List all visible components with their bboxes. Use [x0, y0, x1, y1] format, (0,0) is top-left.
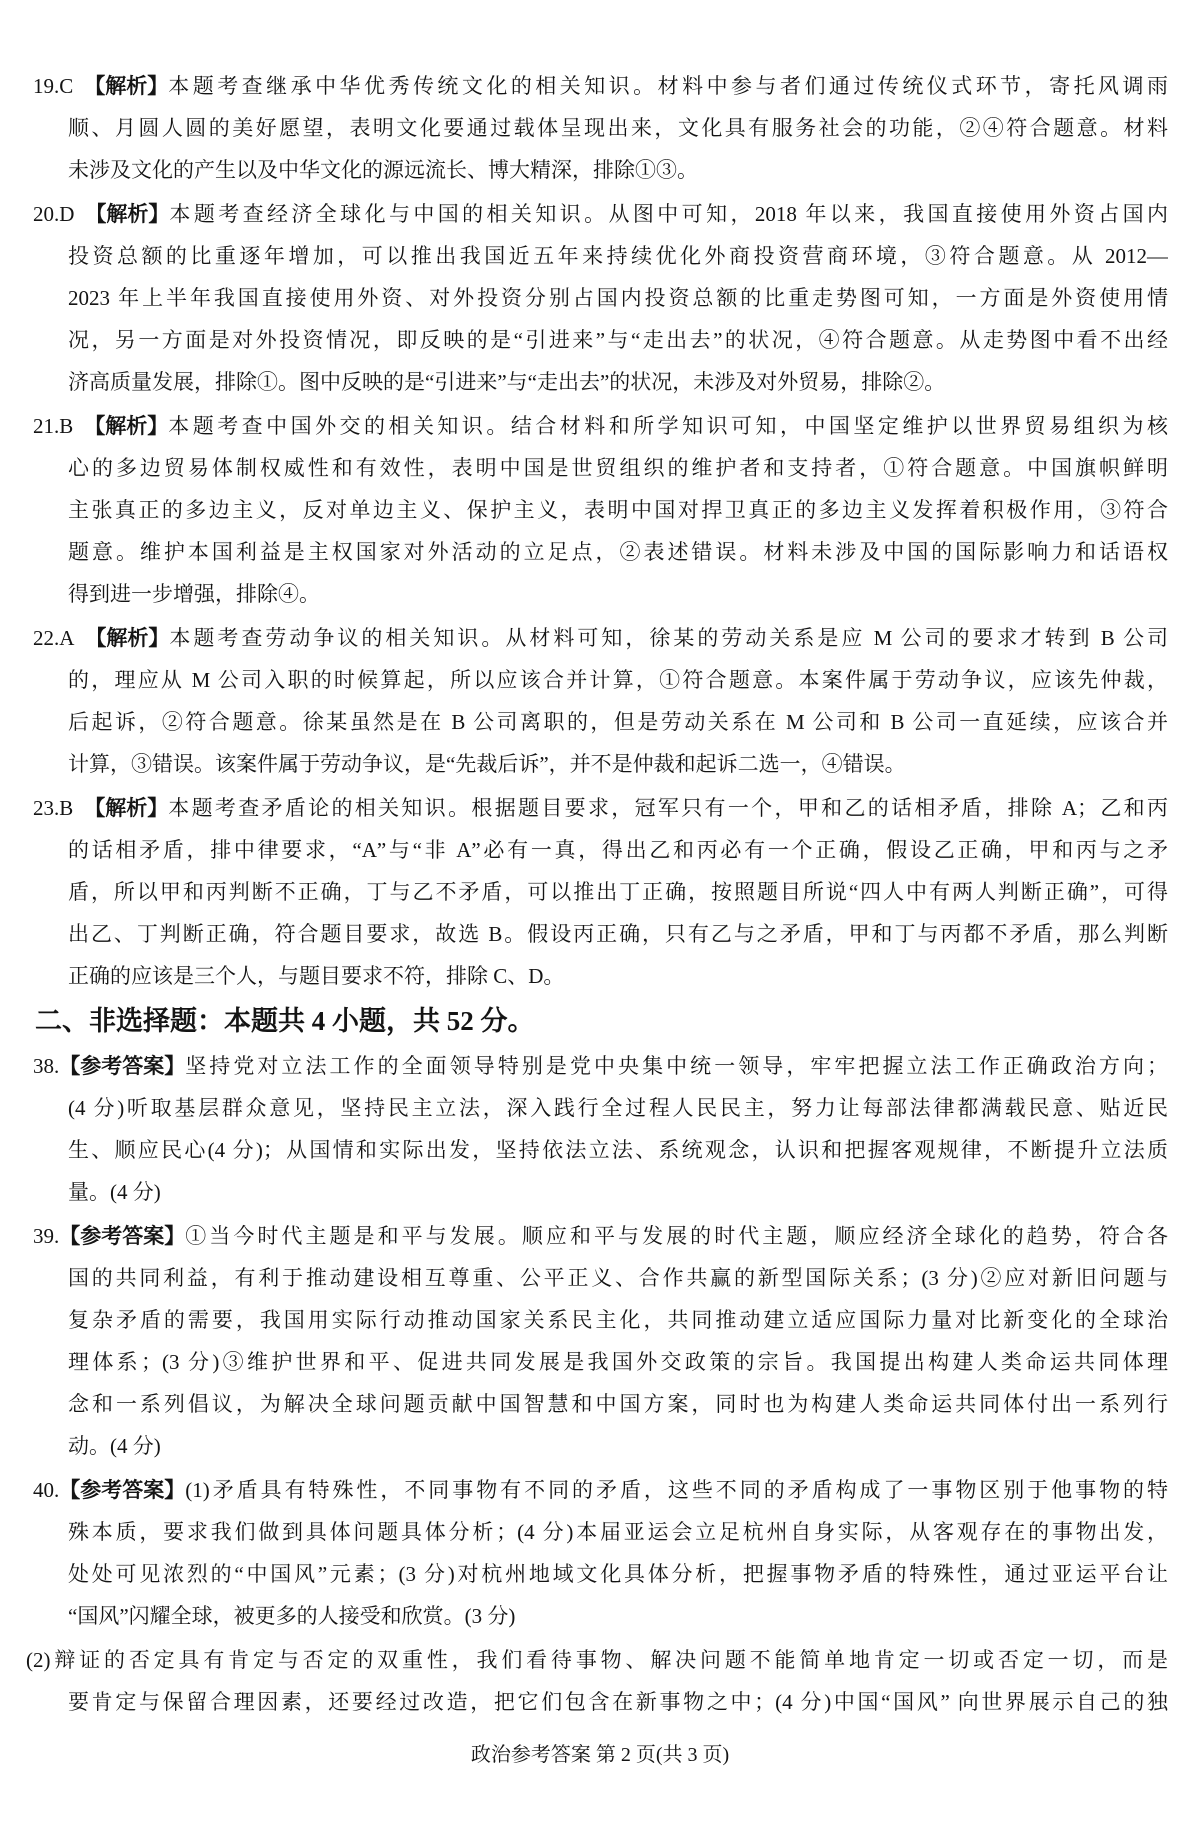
question-number: 38. — [33, 1054, 60, 1078]
answer-line — [33, 787, 1168, 829]
answer-text-line: 复杂矛盾的需要，我国用实际行动推动国家关系民主化，共同推动建立适应国际力量对比新变化的全球治 — [68, 1308, 1168, 1332]
explanation-line: 计算，③错误。该案件属于劳动争议，是“先裁后诉”，并不是仲裁和起诉二选一，④错误。 — [68, 752, 906, 776]
question-number: 21. — [33, 414, 60, 438]
explanation-line: 后起诉，②符合题意。徐某虽然是在 B 公司离职的，但是劳动关系在 M 公司和 B 公司一直延续，应该合并 — [68, 710, 1168, 734]
question-number: 40. — [33, 1478, 60, 1502]
explanation-line: 正确的应该是三个人，与题目要求不符，排除 C、D。 — [68, 964, 565, 988]
reference-answer-tag: 【参考答案】 — [59, 1224, 186, 1248]
question-number: 22. — [33, 626, 60, 650]
answer-text: ①当今时代主题是和平与发展。顺应和平与发展的时代主题，顺应经济全球化的趋势，符合各 — [185, 1224, 1168, 1248]
answer-text-line: 殊本质，要求我们做到具体问题具体分析；(4 分)本届亚运会立足杭州自身实际，从客观存在的事物出发， — [68, 1520, 1168, 1544]
explanation-line: 顺、月圆人圆的美好愿望，表明文化要通过载体呈现出来，文化具有服务社会的功能，②④符合题意。材料 — [68, 116, 1168, 140]
choice-answer-22 — [0, 617, 1200, 785]
explanation-line: 济高质量发展，排除①。图中反映的是“引进来”与“走出去”的状况，未涉及对外贸易，排除②。 — [68, 370, 946, 394]
explanation-tag: 【解析】 — [84, 74, 169, 98]
explanation-line: 投资总额的比重逐年增加，可以推出我国近五年来持续优化外商投资营商环境，③符合题意。从 2012— — [68, 244, 1168, 268]
explanation-line: 未涉及文化的产生以及中华文化的源远流长、博大精深，排除①③。 — [68, 158, 698, 182]
explanation-line: 的，理应从 M 公司入职的时候算起，所以应该合并计算，①符合题意。本案件属于劳动争议，应该先仲裁， — [68, 668, 1168, 692]
answer-key-page — [0, 65, 1200, 1723]
explanation-line: 2023 年上半年我国直接使用外资、对外投资分别占国内投资总额的比重走势图可知，一方面是外资使用情 — [68, 286, 1168, 310]
explanation-line: 题意。维护本国利益是主权国家对外活动的立足点，②表述错误。材料未涉及中国的国际影响力和话语权 — [68, 540, 1168, 564]
reference-answer-tag: 【参考答案】 — [59, 1478, 186, 1502]
answer-text-line: 要肯定与保留合理因素，还要经过改造，把它们包含在新事物之中；(4 分)中国“国风” 向世界展示自己的独 — [68, 1690, 1168, 1714]
answer-text-line: 念和一系列倡议，为解决全球问题贡献中国智慧和中国方案，同时也为构建人类命运共同体付出一系列行 — [68, 1392, 1168, 1416]
explanation-text: 本题考查劳动争议的相关知识。从材料可知，徐某的劳动关系是应 M 公司的要求才转到 B 公司 — [169, 626, 1168, 650]
answer-text-line: 动。(4 分) — [68, 1434, 161, 1458]
answer-text-line: 国的共同利益，有利于推动建设相互尊重、公平正义、合作共赢的新型国际关系；(3 分)②应对新旧问题与 — [68, 1266, 1168, 1290]
explanation-line: 况，另一方面是对外投资情况，即反映的是“引进来”与“走出去”的状况，④符合题意。从走势图中看不出经 — [68, 328, 1168, 352]
explanation-text: 本题考查中国外交的相关知识。结合材料和所学知识可知，中国坚定维护以世界贸易组织为核 — [168, 414, 1168, 438]
explanation-text: 本题考查矛盾论的相关知识。根据题目要求，冠军只有一个，甲和乙的话相矛盾，排除 A；乙和丙 — [168, 796, 1168, 820]
choice-answer-23 — [0, 787, 1200, 997]
answer-letter: A — [59, 626, 75, 650]
explanation-tag: 【解析】 — [84, 414, 169, 438]
explanation-text: 本题考查继承中华优秀传统文化的相关知识。材料中参与者们通过传统仪式环节，寄托风调雨 — [168, 74, 1168, 98]
explanation-tag: 【解析】 — [85, 626, 170, 650]
answer-letter: B — [59, 796, 74, 820]
answer-text-line: 处处可见浓烈的“中国风”元素；(3 分)对杭州地域文化具体分析，把握事物矛盾的特殊性，通过亚运平台让 — [68, 1562, 1168, 1586]
question-number: 20. — [33, 202, 60, 226]
answer-line — [33, 405, 1168, 447]
answer-letter: B — [59, 414, 74, 438]
question-number: 39. — [33, 1224, 60, 1248]
answer-line — [33, 1469, 1168, 1511]
answer-line — [33, 1045, 1168, 1087]
answer-text-line: “国风”闪耀全球，被更多的人接受和欣赏。(3 分) — [68, 1604, 516, 1628]
answer-line — [33, 65, 1168, 107]
answer-text-line: 量。(4 分) — [68, 1180, 161, 1204]
answer-text-line: (4 分)听取基层群众意见，坚持民主立法，深入践行全过程人民民主，努力让每部法律都满载民意、贴近民 — [68, 1096, 1168, 1120]
essay-answer-40-part-2 — [0, 1639, 1200, 1723]
answer-text-line: 理体系；(3 分)③维护世界和平、促进共同发展是我国外交政策的宗旨。我国提出构建人类命运共同体理 — [68, 1350, 1168, 1374]
answer-text: (1)矛盾具有特殊性，不同事物有不同的矛盾，这些不同的矛盾构成了一事物区别于他事物的特 — [185, 1478, 1168, 1502]
question-number: 23. — [33, 796, 60, 820]
answer-letter: C — [59, 74, 74, 98]
choice-answer-21 — [0, 405, 1200, 615]
essay-answer-38 — [0, 1045, 1200, 1213]
answer-line — [26, 1639, 1168, 1681]
explanation-line: 得到进一步增强，排除④。 — [68, 582, 320, 606]
answer-letter: D — [59, 202, 75, 226]
section-heading: 二、非选择题：本题共 4 小题，共 52 分。 — [35, 1006, 535, 1036]
answer-text-line: 生、顺应民心(4 分)；从国情和实际出发，坚持依法立法、系统观念，认识和把握客观规律，不断提升立法质 — [68, 1138, 1168, 1162]
explanation-tag: 【解析】 — [85, 202, 170, 226]
question-number: 19. — [33, 74, 60, 98]
reference-answer-tag: 【参考答案】 — [59, 1054, 186, 1078]
answer-text: 坚持党对立法工作的全面领导特别是党中央集中统一领导，牢牢把握立法工作正确政治方向； — [185, 1054, 1168, 1078]
answer-line — [33, 617, 1168, 659]
explanation-line: 主张真正的多边主义，反对单边主义、保护主义，表明中国对捍卫真正的多边主义发挥着积极作用，③符合 — [68, 498, 1168, 522]
essay-answer-39 — [0, 1215, 1200, 1467]
explanation-text: 本题考查经济全球化与中国的相关知识。从图中可知，2018 年以来，我国直接使用外资占国内 — [169, 202, 1168, 226]
explanation-tag: 【解析】 — [84, 796, 169, 820]
explanation-line: 的话相矛盾，排中律要求，“A”与“非 A”必有一真，得出乙和丙必有一个正确，假设乙正确，甲和丙与之矛 — [68, 838, 1168, 862]
answer-line — [33, 1215, 1168, 1257]
choice-answer-19 — [0, 65, 1200, 191]
explanation-line: 心的多边贸易体制权威性和有效性，表明中国是世贸组织的维护者和支持者，①符合题意。中国旗帜鲜明 — [68, 456, 1168, 480]
answer-text: (2)辩证的否定具有肯定与否定的双重性，我们看待事物、解决问题不能简单地肯定一切或否定一切，而是 — [26, 1648, 1168, 1672]
answer-line — [33, 193, 1168, 235]
essay-answer-40 — [0, 1469, 1200, 1637]
page-footer: 政治参考答案 第 2 页(共 3 页) — [470, 1744, 730, 1766]
explanation-line: 盾，所以甲和丙判断不正确，丁与乙不矛盾，可以推出丁正确，按照题目所说“四人中有两人判断正确”，可得 — [68, 880, 1168, 904]
explanation-line: 出乙、丁判断正确，符合题目要求，故选 B。假设丙正确，只有乙与之矛盾，甲和丁与丙都不矛盾，那么判断 — [68, 922, 1168, 946]
choice-answer-20 — [0, 193, 1200, 403]
